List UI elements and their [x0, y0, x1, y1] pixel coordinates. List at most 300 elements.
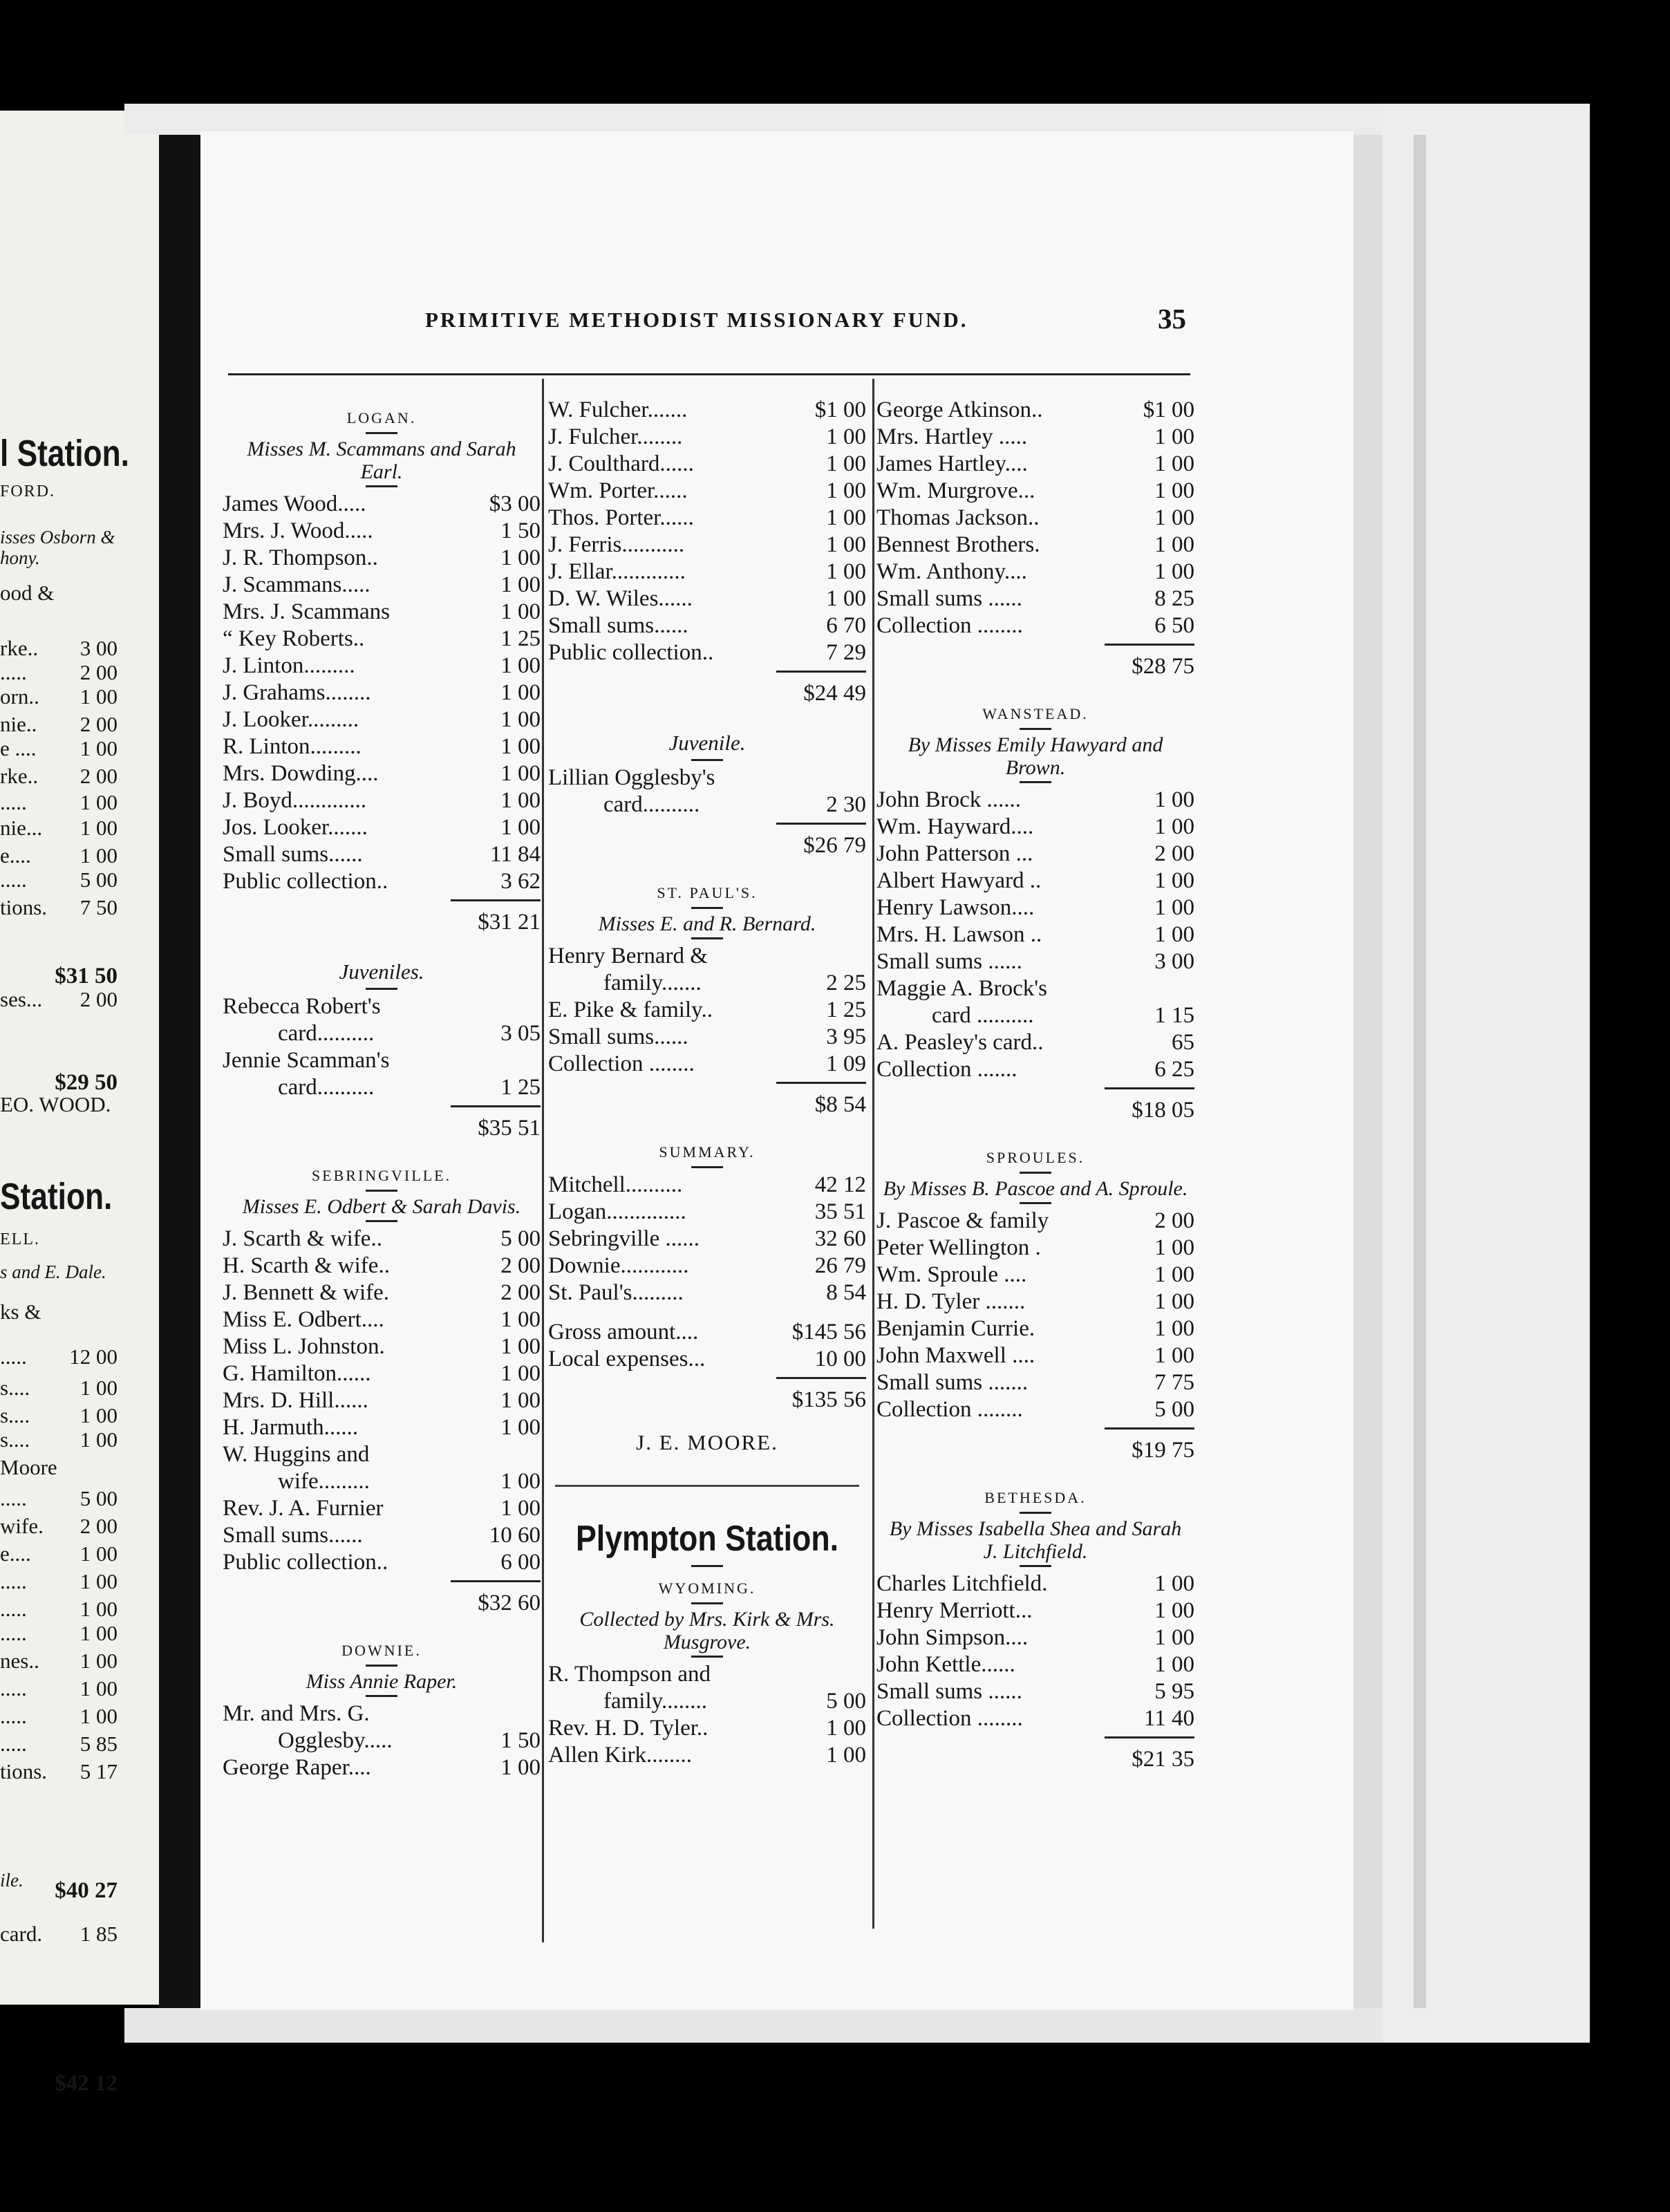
ledger-entry — [223, 572, 541, 599]
ledger-entry — [876, 1651, 1194, 1678]
entry-name: Public collection.. — [548, 640, 714, 665]
ledger-entry — [223, 1253, 541, 1280]
ledger-entry — [876, 1571, 1194, 1597]
entry-amount: 1 00 — [1154, 1652, 1194, 1677]
entry-name: Charles Litchfield. — [876, 1571, 1048, 1596]
entry-name: Mrs. D. Hill...... — [223, 1388, 368, 1413]
header-rule — [228, 373, 1190, 375]
left-page-line — [0, 1455, 138, 1480]
entry-name: A. Peasley's card.. — [876, 1030, 1044, 1055]
ledger-entry — [223, 1700, 541, 1727]
section-heading: SEBRINGVILLE. — [311, 1167, 452, 1184]
left-page-line-text: orn.. — [0, 684, 39, 709]
sum-rule — [1105, 1736, 1194, 1738]
heading-dash — [1020, 1172, 1051, 1174]
column-3 — [876, 397, 1194, 1785]
entry-amount: 1 00 — [826, 1716, 866, 1741]
left-page-line-amount: 1 00 — [79, 1541, 118, 1566]
entry-amount: 10 00 — [814, 1347, 866, 1371]
ledger-entry — [223, 679, 541, 706]
left-page-line-text: rke.. — [0, 764, 39, 788]
ledger-entry — [223, 1226, 541, 1253]
block-gap — [223, 937, 541, 948]
block-gap — [876, 1465, 1194, 1477]
ledger-entry — [223, 599, 541, 626]
entry-amount: 1 00 — [500, 653, 541, 678]
ledger-entry — [876, 1288, 1194, 1315]
entry-name: H. Jarmuth...... — [223, 1415, 359, 1440]
entry-amount: 6 50 — [1154, 613, 1194, 638]
entry-name: John Patterson ... — [876, 841, 1033, 866]
ledger-entry — [548, 1199, 866, 1226]
entry-name: Jennie Scamman's — [223, 1048, 390, 1073]
left-page-line-text: rke.. — [0, 636, 39, 660]
left-page-line-text: isses Osborn & — [0, 527, 115, 547]
ledger-entry — [548, 1253, 866, 1280]
entry-amount: 1 09 — [826, 1051, 866, 1076]
left-page-line — [0, 1704, 138, 1729]
entry-name: Thomas Jackson.. — [876, 505, 1040, 530]
left-page-line-text: s.... — [0, 1427, 30, 1452]
ledger-entry — [548, 397, 866, 424]
ledger-entry — [548, 1306, 866, 1319]
block-gap — [548, 861, 866, 872]
ledger-entry — [223, 1495, 541, 1522]
page-edges — [1351, 135, 1382, 2008]
heading-dash — [691, 907, 723, 909]
ledger-entry — [876, 1396, 1194, 1423]
ledger-entry — [223, 626, 541, 653]
left-page-line-text: ..... — [0, 660, 27, 684]
block-gap — [223, 1618, 541, 1629]
left-page-line-amount: 1 00 — [79, 1403, 118, 1427]
signature: J. E. MOORE. — [636, 1430, 778, 1454]
left-page-line — [0, 816, 138, 841]
ledger-entry — [548, 791, 866, 818]
left-page-line-amount: $42 12 — [55, 2071, 118, 2096]
left-page-line-text: card. — [0, 1922, 43, 1946]
ledger-entry — [548, 1172, 866, 1199]
left-page-line — [0, 432, 129, 475]
entry-amount: 1 00 — [826, 586, 866, 611]
entry-name: Public collection.. — [223, 869, 388, 894]
ledger-entry — [548, 1051, 866, 1078]
entry-amount: 1 00 — [500, 572, 541, 597]
ledger-entry — [548, 1688, 866, 1715]
entry-name: Mrs. H. Lawson .. — [876, 922, 1042, 947]
entry-amount: 65 — [1172, 1030, 1194, 1055]
station-title: Plympton Station. — [575, 1519, 839, 1559]
entry-name: J. Boyd............. — [223, 788, 367, 813]
left-page-line — [0, 1300, 138, 1324]
ledger-entry — [876, 397, 1194, 424]
heading-dash — [366, 432, 397, 434]
entry-amount: 35 51 — [814, 1199, 866, 1224]
sum-rule — [776, 1377, 866, 1379]
left-page-line-text: Moore — [0, 1455, 57, 1479]
left-page-line-amount: 1 00 — [79, 1427, 118, 1452]
entry-name: Mrs. Dowding.... — [223, 761, 379, 786]
collector-dash — [691, 937, 723, 939]
block-total — [876, 1435, 1194, 1465]
entry-amount: 1 00 — [826, 505, 866, 530]
entry-amount: 10 60 — [489, 1523, 541, 1548]
ledger-entry — [223, 733, 541, 760]
entry-amount: 1 00 — [826, 451, 866, 476]
entry-name: Small sums...... — [548, 1024, 688, 1049]
entry-amount: 1 00 — [1154, 787, 1194, 812]
entry-amount: 1 00 — [1154, 1625, 1194, 1650]
entry-name: Jos. Looker....... — [223, 815, 368, 840]
ledger-entry — [548, 478, 866, 505]
ledger-entry — [223, 545, 541, 572]
entry-name: Henry Lawson.... — [876, 895, 1035, 920]
heading-dash — [691, 1166, 723, 1168]
heading-dash — [366, 1665, 397, 1667]
ledger-entry — [876, 1678, 1194, 1705]
entry-amount: 1 00 — [1154, 1262, 1194, 1287]
ledger-entry — [876, 1235, 1194, 1262]
left-page-line — [0, 1376, 138, 1400]
entry-name: James Hartley.... — [876, 451, 1028, 476]
entry-amount: 2 25 — [826, 971, 866, 995]
left-page-line — [0, 790, 138, 815]
left-page-line — [0, 1569, 138, 1594]
ledger-entry — [876, 1705, 1194, 1732]
block-gap — [548, 1769, 866, 1780]
entry-amount: 2 00 — [1154, 841, 1194, 866]
entry-amount: 1 00 — [1154, 868, 1194, 893]
collector-dash — [1020, 1565, 1051, 1567]
total-amount: $32 60 — [478, 1591, 541, 1615]
entry-amount: 3 00 — [1154, 949, 1194, 974]
ledger-entry — [223, 653, 541, 679]
section-heading: SUMMARY. — [659, 1143, 756, 1161]
entry-name: Albert Hawyard .. — [876, 868, 1042, 893]
entry-amount: 1 00 — [500, 1496, 541, 1521]
entry-name: Wm. Sproule .... — [876, 1262, 1027, 1287]
left-page-line — [0, 868, 138, 892]
total-amount: $24 49 — [803, 681, 866, 706]
left-page-line-amount: 3 00 — [79, 636, 118, 660]
collector-dash — [1020, 1202, 1051, 1204]
block-gap — [548, 709, 866, 720]
entry-name: family........ — [603, 1689, 707, 1714]
left-page-line-amount: 7 50 — [79, 895, 118, 919]
collector-dash — [1020, 781, 1051, 783]
block-total — [548, 1385, 866, 1415]
left-page-line — [0, 895, 138, 920]
ledger-entry — [548, 970, 866, 997]
entry-name: J. Bennett & wife. — [223, 1280, 390, 1305]
entry-amount: 2 00 — [1154, 1208, 1194, 1233]
entry-amount: 1 00 — [1154, 478, 1194, 503]
total-amount: $19 75 — [1132, 1438, 1194, 1463]
entry-name: E. Pike & family.. — [548, 997, 713, 1022]
entry-name: card .......... — [932, 1003, 1034, 1028]
left-page-line-amount: 1 00 — [79, 790, 118, 814]
ledger-entry — [223, 1522, 541, 1549]
left-page-line-text: Station. — [0, 1176, 113, 1217]
entry-name: J. Ellar............. — [548, 559, 686, 584]
left-page-line-amount: $40 27 — [55, 1878, 118, 1903]
entry-name: Mrs. J. Scammans — [223, 599, 390, 624]
ledger-entry — [876, 1056, 1194, 1083]
entry-amount: 1 00 — [1154, 424, 1194, 449]
ledger-entry — [548, 997, 866, 1024]
entry-amount: 2 00 — [500, 1280, 541, 1305]
entry-name: Sebringville ...... — [548, 1226, 700, 1251]
entry-name: George Raper.... — [223, 1755, 371, 1780]
left-page-line — [0, 1732, 138, 1756]
entry-amount: 1 00 — [1154, 1289, 1194, 1314]
block-gap — [548, 1120, 866, 1131]
section-heading: BETHESDA. — [984, 1489, 1087, 1506]
left-page-line-amount: $29 50 — [55, 1070, 118, 1095]
left-page-line-amount: 1 00 — [79, 1704, 118, 1728]
entry-name: Wm. Porter...... — [548, 478, 688, 503]
ledger-entry — [223, 1549, 541, 1576]
heading-dash — [366, 1190, 397, 1192]
ledger-entry — [548, 1280, 866, 1306]
total-amount: $26 79 — [803, 833, 866, 858]
total-amount: $135 56 — [791, 1387, 866, 1412]
ledger-entry — [876, 1624, 1194, 1651]
sum-rule — [776, 671, 866, 673]
entry-amount: 1 00 — [1154, 895, 1194, 920]
entry-amount: 1 00 — [500, 1469, 541, 1494]
ledger-entry — [548, 559, 866, 585]
entry-name: J. Scammans..... — [223, 572, 370, 597]
left-page-line — [0, 1262, 138, 1283]
left-page-line-amount: 1 00 — [79, 1676, 118, 1700]
entry-amount: 3 05 — [500, 1021, 541, 1046]
ledger-entry — [223, 760, 541, 787]
entry-amount: 1 00 — [500, 707, 541, 732]
book-spine — [159, 104, 200, 2018]
entry-name: Mitchell.......... — [548, 1172, 683, 1197]
column-2 — [548, 397, 866, 1780]
left-page-line-text: hony. — [0, 547, 40, 568]
section-heading: ST. PAUL'S. — [657, 884, 758, 901]
section-heading: WANSTEAD. — [982, 705, 1089, 722]
left-page-line-amount: 5 00 — [79, 868, 118, 892]
ledger-entry — [223, 491, 541, 518]
ledger-entry — [548, 639, 866, 666]
left-page-line-amount: 1 00 — [79, 1597, 118, 1621]
entry-name: Rebecca Robert's — [223, 994, 381, 1019]
left-page-line — [0, 1230, 138, 1249]
ledger-entry — [548, 1226, 866, 1253]
entry-amount: 3 95 — [826, 1024, 866, 1049]
ledger-entry — [548, 1661, 866, 1688]
ledger-entry — [223, 1047, 541, 1074]
entry-name: Small sums...... — [223, 1523, 363, 1548]
ledger-entry — [876, 424, 1194, 451]
page-edges-inner — [1414, 135, 1426, 2008]
entry-amount: 26 79 — [814, 1253, 866, 1278]
left-page-line-amount: 5 00 — [79, 1486, 118, 1510]
left-page-line — [0, 1175, 113, 1218]
entry-amount: 1 25 — [826, 997, 866, 1022]
left-page-line — [0, 581, 138, 606]
left-page-line-text: ile. — [0, 1870, 24, 1891]
left-page-line — [0, 547, 138, 569]
left-page-line-amount: 1 00 — [79, 1649, 118, 1673]
section-heading: LOGAN. — [346, 409, 417, 427]
left-page-line — [0, 1541, 138, 1566]
ledger-entry — [548, 1742, 866, 1769]
entry-name: Rev. H. D. Tyler.. — [548, 1716, 709, 1741]
ledger-entry — [876, 1315, 1194, 1342]
left-page-line-text: e.... — [0, 843, 31, 868]
column-divider-1 — [542, 379, 544, 1942]
left-page-line-text: ..... — [0, 1597, 27, 1621]
entry-name: Henry Bernard & — [548, 944, 708, 968]
left-page-line — [0, 1092, 138, 1117]
entry-name: J. Linton......... — [223, 653, 355, 678]
left-page-line-amount: 5 17 — [79, 1759, 118, 1783]
ledger-entry — [548, 585, 866, 612]
collector-line: By Misses Isabella Shea and Sarah J. Litchfield. — [889, 1517, 1182, 1563]
left-page-line-text: ..... — [0, 1344, 27, 1369]
sum-rule — [776, 1082, 866, 1084]
ledger-entry — [876, 1342, 1194, 1369]
ledger-entry — [548, 424, 866, 451]
entry-amount: 1 00 — [1154, 814, 1194, 839]
ledger-entry — [223, 1074, 541, 1101]
entry-name: George Atkinson.. — [876, 397, 1043, 422]
entry-amount: 1 00 — [500, 734, 541, 759]
ledger-entry — [223, 841, 541, 868]
entry-name: J. Grahams........ — [223, 680, 371, 705]
left-page-line-amount: 1 00 — [79, 1621, 118, 1645]
entry-amount: 1 00 — [826, 559, 866, 584]
entry-name: J. Fulcher........ — [548, 424, 683, 449]
left-page-line-text: nie.. — [0, 712, 37, 736]
entry-name: Small sums ...... — [876, 586, 1022, 611]
left-page-line-amount: 2 00 — [79, 660, 118, 684]
entry-name: John Kettle...... — [876, 1652, 1015, 1677]
ledger-entry — [223, 518, 541, 545]
entry-name: Peter Wellington . — [876, 1235, 1041, 1260]
heading-dash — [1020, 1512, 1051, 1514]
entry-name: W. Fulcher....... — [548, 397, 688, 422]
sum-rule — [451, 1105, 541, 1107]
entry-name: Small sums ....... — [876, 1370, 1029, 1395]
left-page-line-text: ..... — [0, 1732, 27, 1756]
heading-dash — [691, 1602, 723, 1604]
ledger-entry — [223, 706, 541, 733]
block-total — [876, 1744, 1194, 1774]
left-page-line-text: e.... — [0, 1541, 31, 1566]
entry-amount: 1 00 — [1154, 1235, 1194, 1260]
entry-amount: 1 00 — [500, 761, 541, 786]
entry-amount: 1 00 — [826, 424, 866, 449]
block-total — [548, 1089, 866, 1120]
entry-name: John Simpson.... — [876, 1625, 1029, 1650]
left-page-line-amount: 5 85 — [79, 1732, 118, 1756]
entry-name: Henry Merriott... — [876, 1598, 1033, 1623]
left-page-line-amount: 1 00 — [79, 1569, 118, 1593]
entry-name: Thos. Porter...... — [548, 505, 694, 530]
total-amount: $18 05 — [1132, 1098, 1194, 1123]
left-page-line-text: s and E. Dale. — [0, 1262, 106, 1282]
entry-amount: 1 00 — [1154, 451, 1194, 476]
entry-name: card.......... — [278, 1021, 375, 1046]
ledger-entry — [876, 1208, 1194, 1235]
entry-name: J. Scarth & wife.. — [223, 1226, 382, 1251]
left-page-line-amount: 2 00 — [79, 712, 118, 736]
left-page-line — [0, 987, 138, 1012]
column-divider-2 — [872, 379, 874, 1929]
ledger-entry — [223, 1441, 541, 1468]
entry-amount: $1 00 — [1143, 397, 1194, 422]
entry-name: R. Linton......... — [223, 734, 362, 759]
entry-name: family....... — [603, 971, 702, 995]
sum-rule — [451, 1580, 541, 1582]
block-total — [223, 907, 541, 937]
entry-name: wife......... — [278, 1469, 370, 1494]
entry-amount: 2 00 — [500, 1253, 541, 1278]
ledger-entry — [876, 948, 1194, 975]
collector-line: By Misses B. Pascoe and A. Sproule. — [883, 1177, 1188, 1200]
entry-name: John Maxwell .... — [876, 1343, 1035, 1368]
ledger-entry — [548, 612, 866, 639]
ledger-entry — [548, 1715, 866, 1742]
ledger-entry — [876, 814, 1194, 841]
sum-rule — [451, 899, 541, 901]
entry-name: D. W. Wiles...... — [548, 586, 693, 611]
entry-amount: 5 00 — [500, 1226, 541, 1251]
entry-amount: 1 50 — [500, 518, 541, 543]
ledger-entry — [223, 1306, 541, 1333]
entry-name: Wm. Anthony.... — [876, 559, 1027, 584]
left-page-line-text: ..... — [0, 1486, 27, 1510]
left-page-line-amount: $31 50 — [55, 964, 118, 988]
subsection-heading: Juvenile. — [668, 731, 746, 755]
entry-amount: 1 15 — [1154, 1003, 1194, 1028]
ledger-entry — [876, 975, 1194, 1002]
entry-amount: 1 00 — [1154, 1316, 1194, 1341]
entry-name: Small sums ...... — [876, 1679, 1022, 1704]
collector-dash — [366, 485, 397, 487]
entry-name: G. Hamilton...... — [223, 1361, 371, 1386]
left-page-line — [0, 1344, 138, 1369]
collector-line: Collected by Mrs. Kirk & Mrs. Musgrove. — [579, 1608, 835, 1653]
block-total — [548, 830, 866, 861]
collector-line: Miss Annie Raper. — [306, 1670, 458, 1693]
entry-name: “ Key Roberts.. — [223, 626, 365, 651]
left-page-line — [0, 684, 138, 709]
left-page-line-text: ..... — [0, 1676, 27, 1700]
entry-amount: 1 00 — [500, 680, 541, 705]
left-page-line-text: ..... — [0, 1621, 27, 1645]
ledger-entry — [548, 1024, 866, 1051]
heading-dash — [1020, 728, 1051, 730]
block-total — [223, 1113, 541, 1143]
entry-amount: $3 00 — [489, 491, 541, 516]
entry-name: Bennest Brothers. — [876, 532, 1040, 557]
entry-name: Rev. J. A. Furnier — [223, 1496, 384, 1521]
ledger-entry — [876, 451, 1194, 478]
entry-amount: 1 00 — [1154, 922, 1194, 947]
entry-name: Wm. Hayward.... — [876, 814, 1034, 839]
entry-amount: 1 00 — [500, 599, 541, 624]
entry-amount: $145 56 — [791, 1320, 866, 1344]
entry-name: J. Ferris........... — [548, 532, 685, 557]
left-page-line-text: ses... — [0, 987, 43, 1011]
